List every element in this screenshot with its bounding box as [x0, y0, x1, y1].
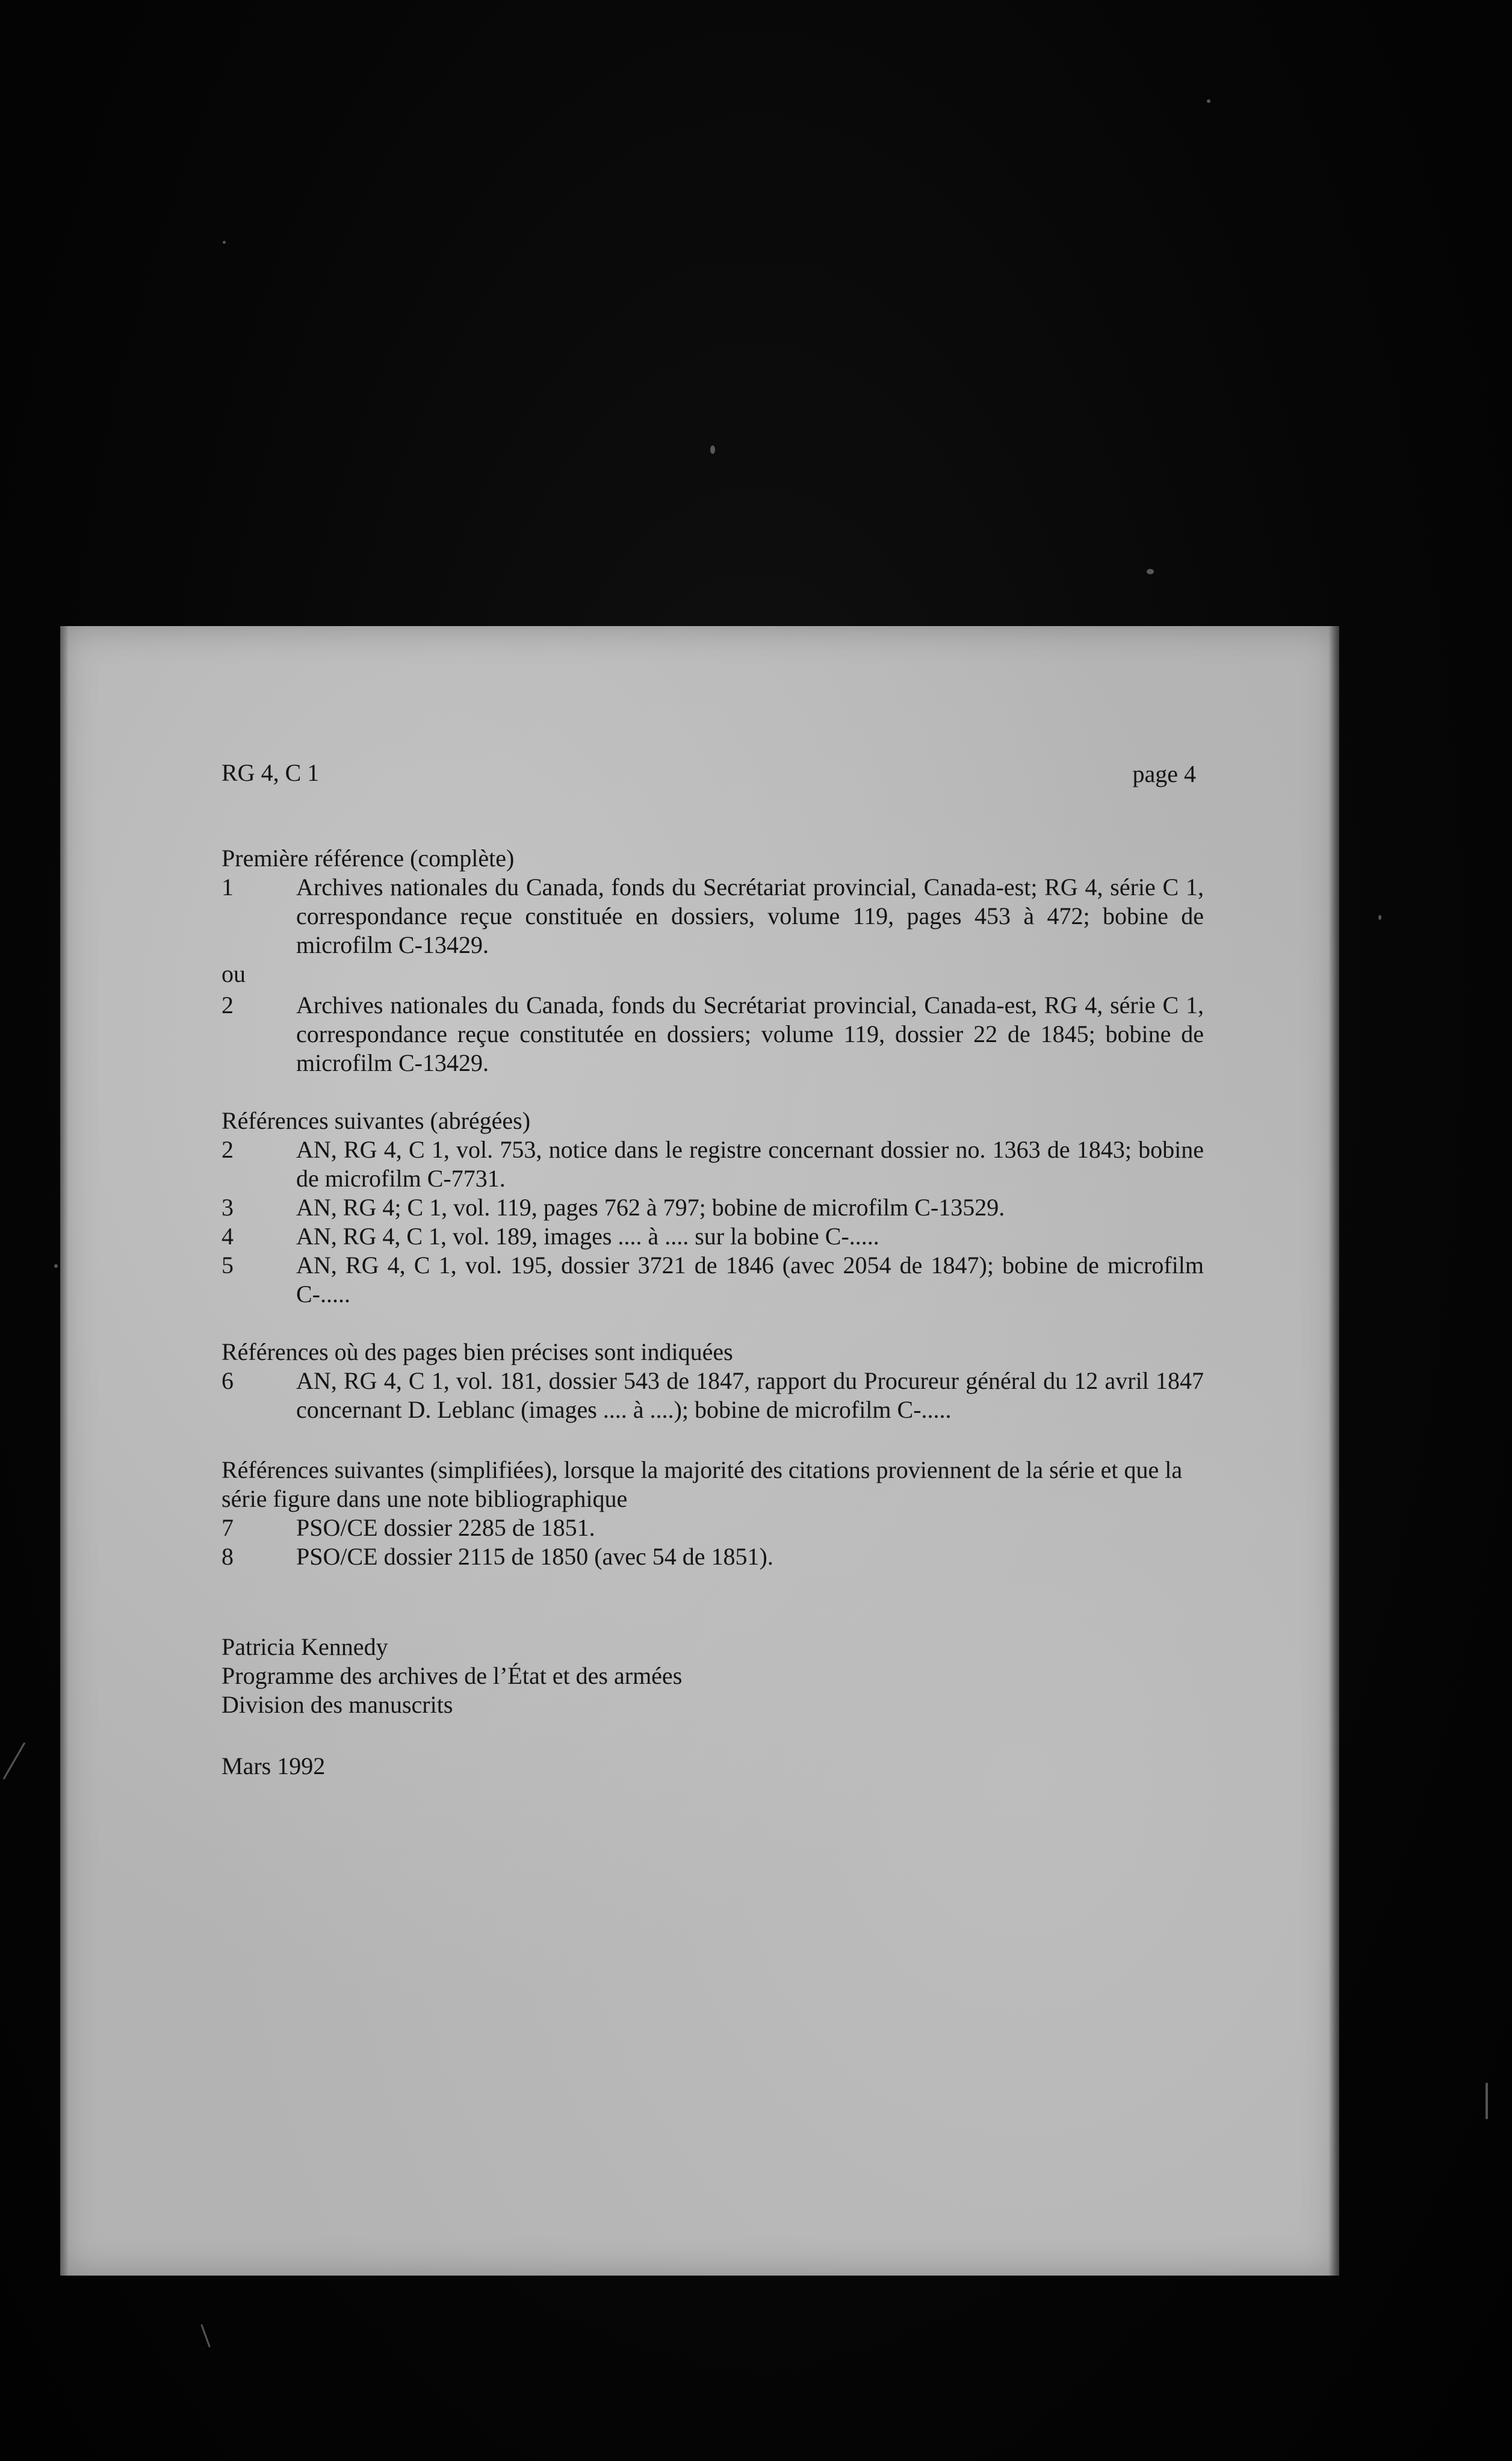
entry-number: 2: [222, 1136, 234, 1163]
entry-text: AN, RG 4, C 1, vol. 189, images .... à .... sur la bobine C-.....: [296, 1223, 879, 1250]
entry-text: Archives nationales du Canada, fonds du Secrétariat provincial, Canada-est; RG 4, série C 1, correspondance reçue constituée en dossiers, volume 119, pages 453 à 472; bobine de microfilm C-13429.: [296, 874, 1204, 958]
reference-entry: [222, 1367, 1204, 1424]
page-edge-right: [1328, 626, 1339, 2276]
reference-entry: [222, 1513, 1204, 1542]
film-scratch: [1486, 2083, 1488, 2119]
entry-text: Archives nationales du Canada, fonds du Secrétariat provincial, Canada-est, RG 4, série C 1, correspondance reçue constitutée en dossiers; volume 119, dossier 22 de 1845; bobine de microfilm C-13429.: [296, 992, 1204, 1076]
entry-text: PSO/CE dossier 2115 de 1850 (avec 54 de 1851).: [296, 1543, 773, 1570]
section-heading: Références suivantes (abrégées): [222, 1107, 531, 1134]
entry-number: 5: [222, 1252, 234, 1279]
author-program: Programme des archives de l’État et des armées: [222, 1662, 683, 1689]
entry-number: 8: [222, 1543, 234, 1570]
or-separator: ou: [222, 960, 246, 987]
dust-speck: [54, 1264, 58, 1268]
document-page: [60, 626, 1339, 2276]
reference-entry: [222, 1222, 1204, 1251]
section-specific-pages: [222, 1338, 1204, 1424]
author-division: Division des manuscrits: [222, 1691, 453, 1718]
reference-entry: [222, 1251, 1204, 1309]
header-series-code: RG 4, C 1: [222, 759, 320, 786]
document-date: Mars 1992: [222, 1752, 326, 1780]
reference-entry: [222, 991, 1204, 1078]
page-edge-left: [60, 626, 69, 2276]
entry-number: 2: [222, 992, 234, 1019]
film-scratch: [200, 2324, 210, 2348]
section-first-reference: [222, 844, 1204, 1078]
entry-text: AN, RG 4, C 1, vol. 195, dossier 3721 de 1846 (avec 2054 de 1847); bobine de microfilm C-.....: [296, 1252, 1204, 1308]
header-page-number: page 4: [1132, 760, 1196, 787]
entry-number: 1: [222, 874, 234, 901]
entry-number: 7: [222, 1514, 234, 1541]
signature-block: [222, 1633, 1204, 1719]
reference-entry: [222, 1193, 1204, 1222]
entry-number: 6: [222, 1367, 234, 1394]
reference-entry: [222, 873, 1204, 960]
dust-speck: [710, 445, 715, 454]
entry-text: AN, RG 4, C 1, vol. 181, dossier 543 de 1847, rapport du Procureur général du 12 avril 1847 concernant D. Leblanc (images .... à ....); bobine de microfilm C-.....: [296, 1367, 1204, 1423]
reference-entry: [222, 1542, 1204, 1571]
dust-speck: [223, 241, 226, 244]
section-subsequent-references: [222, 1106, 1204, 1309]
entry-text: PSO/CE dossier 2285 de 1851.: [296, 1514, 595, 1541]
entry-text: AN, RG 4, C 1, vol. 753, notice dans le registre concernant dossier no. 1363 de 1843; bobine de microfilm C-7731.: [296, 1136, 1204, 1192]
section-heading: Références suivantes (simplifiées), lorsque la majorité des citations proviennent de la série et que la série figure dans une note bibliographique: [222, 1456, 1183, 1512]
section-simplified-references: [222, 1456, 1204, 1571]
film-scratch: [3, 1742, 26, 1780]
entry-number: 4: [222, 1223, 234, 1250]
reference-entry: [222, 1135, 1204, 1193]
author-name: Patricia Kennedy: [222, 1633, 388, 1660]
section-heading: Références où des pages bien précises sont indiquées: [222, 1338, 733, 1365]
dust-speck: [1378, 915, 1381, 920]
dust-speck: [1207, 99, 1210, 103]
entry-text: AN, RG 4; C 1, vol. 119, pages 762 à 797; bobine de microfilm C-13529.: [296, 1194, 1005, 1221]
dust-speck: [1147, 569, 1154, 574]
entry-number: 3: [222, 1194, 234, 1221]
section-heading: Première référence (complète): [222, 845, 515, 872]
